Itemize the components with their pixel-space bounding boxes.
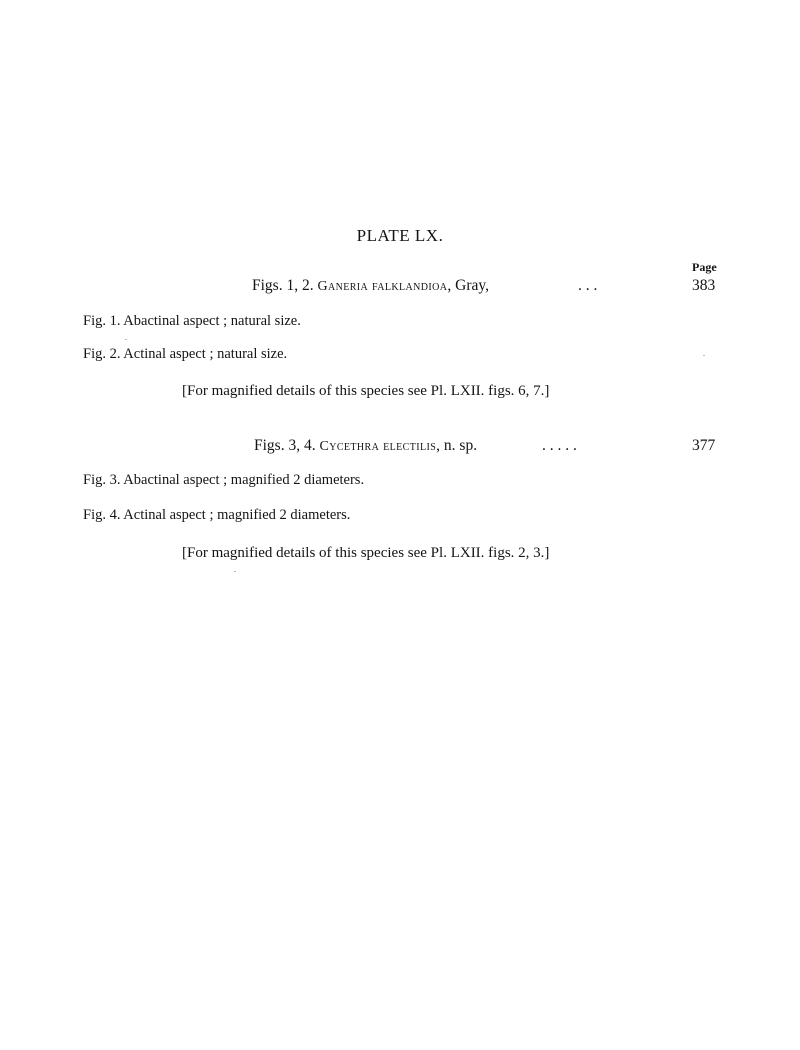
figure-caption — [83, 507, 350, 524]
magnified-details-note: [For magnified details of this species see Pl. LXII. figs. 6, 7.] — [182, 383, 550, 399]
figure-number: Fig. 3. — [83, 472, 121, 488]
dot-leader: . . . — [578, 277, 598, 294]
page-number: 377 — [692, 437, 716, 454]
plate-title: PLATE LX. — [356, 226, 444, 245]
figure-caption — [83, 313, 301, 330]
figs-label: Figs. 3, 4. — [254, 437, 316, 454]
dot-leader: . . . . . — [542, 437, 577, 454]
caption-text: Actinal aspect ; natural size. — [123, 346, 288, 362]
figure-number: Fig. 2. — [83, 346, 121, 362]
scan-speck — [703, 355, 705, 356]
page-column-label: Page — [692, 260, 717, 274]
species-name: Cycethra electilis — [319, 439, 437, 454]
page-number: 383 — [692, 277, 716, 294]
caption-text: Actinal aspect ; magnified 2 diameters. — [123, 507, 351, 523]
species-authority: , Gray, — [447, 277, 489, 294]
figure-number: Fig. 1. — [83, 313, 121, 329]
species-name: Ganeria falklandioa — [317, 279, 448, 294]
species-entry-1 — [252, 277, 489, 295]
caption-text: Abactinal aspect ; natural size. — [123, 313, 301, 329]
caption-text: Abactinal aspect ; magnified 2 diameters. — [123, 472, 365, 488]
scan-speck — [234, 571, 236, 572]
species-authority: , n. sp. — [436, 437, 478, 454]
figure-caption — [83, 472, 364, 489]
figure-number: Fig. 4. — [83, 507, 121, 523]
magnified-details-note: [For magnified details of this species see Pl. LXII. figs. 2, 3.] — [182, 545, 550, 561]
scan-speck — [125, 339, 127, 340]
figs-label: Figs. 1, 2. — [252, 277, 314, 294]
figure-caption — [83, 346, 287, 363]
species-entry-2 — [254, 437, 477, 455]
